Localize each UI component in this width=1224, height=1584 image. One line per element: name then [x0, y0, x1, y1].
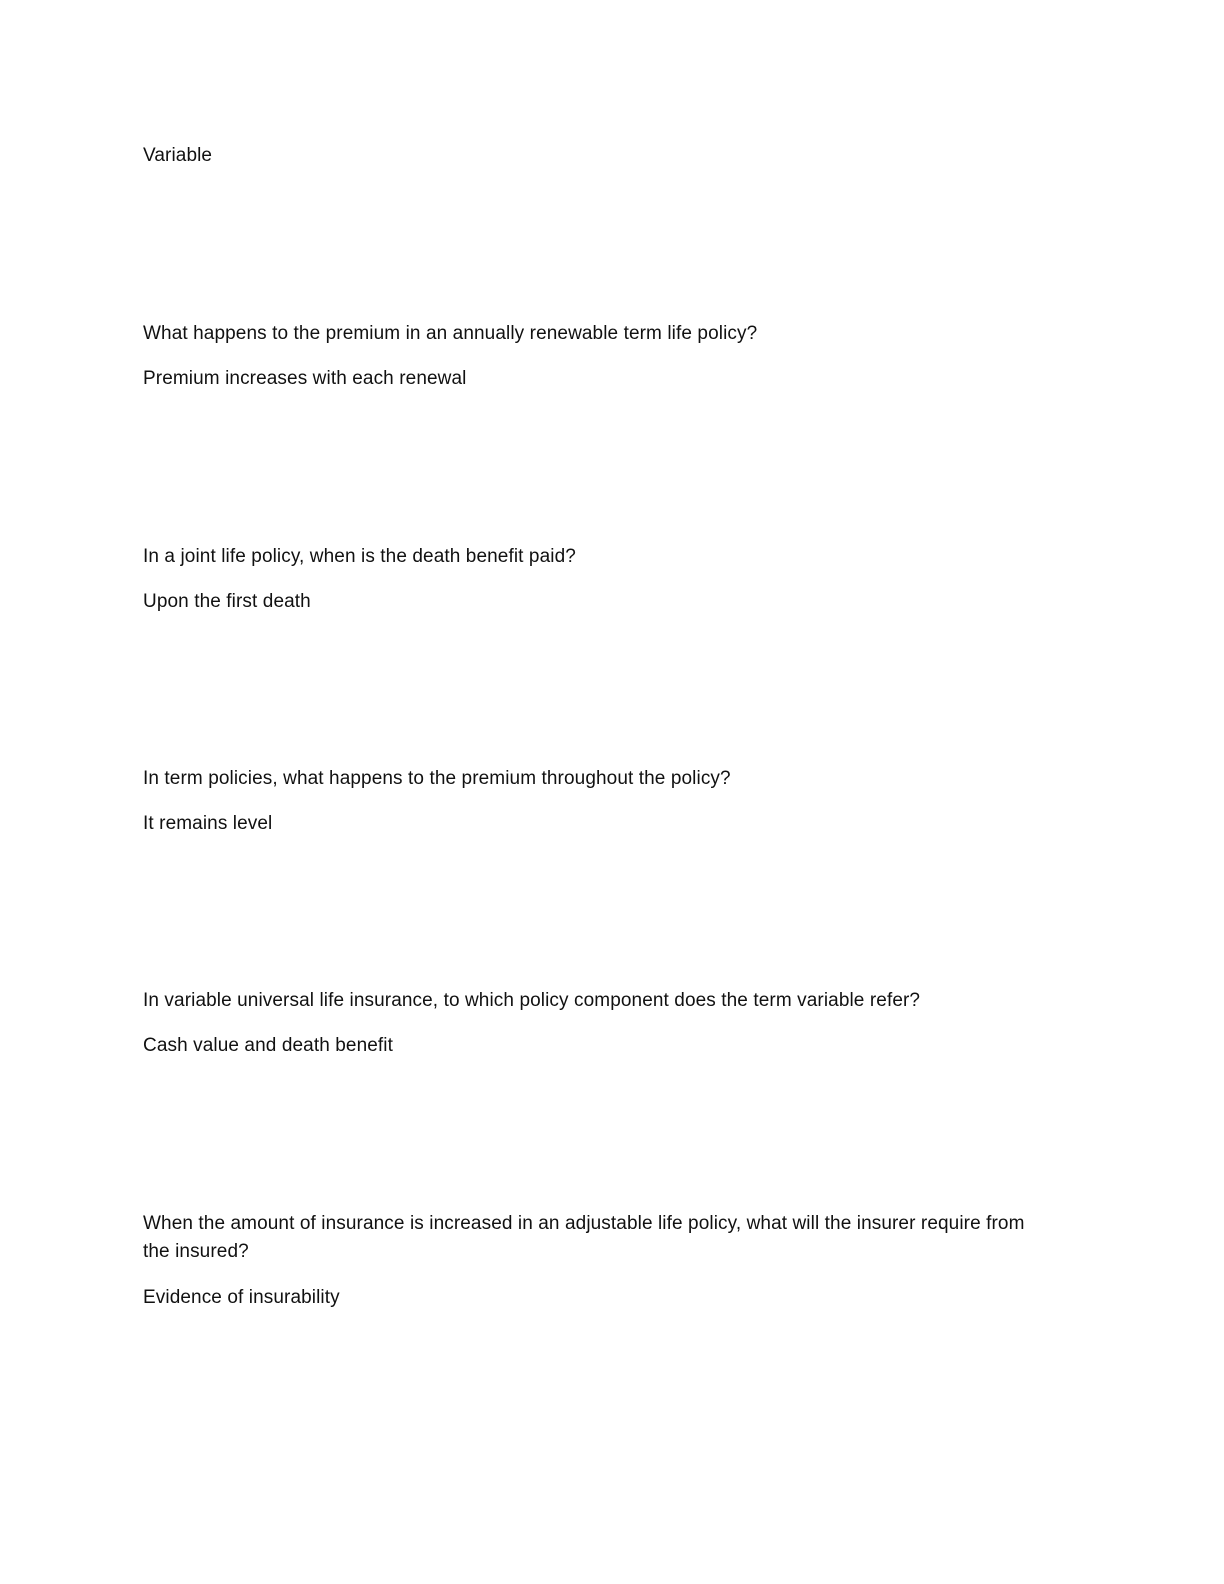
answer-text: It remains level — [143, 813, 273, 834]
question-text: In variable universal life insurance, to which policy component does the term variable refer? — [143, 990, 921, 1011]
answer-text: Upon the first death — [143, 591, 311, 612]
question-text: In a joint life policy, when is the death benefit paid? — [143, 546, 576, 567]
question-text: When the amount of insurance is increased in an adjustable life policy, what will the insurer require from the insured? — [143, 1213, 1025, 1262]
answer-text: Premium increases with each renewal — [143, 368, 467, 389]
answer-text: Evidence of insurability — [143, 1287, 340, 1308]
question-text: In term policies, what happens to the premium throughout the policy? — [143, 768, 731, 789]
question-text: What happens to the premium in an annually renewable term life policy? — [143, 323, 758, 344]
answer-text: Variable — [143, 145, 213, 166]
answer-text: Cash value and death benefit — [143, 1035, 393, 1056]
